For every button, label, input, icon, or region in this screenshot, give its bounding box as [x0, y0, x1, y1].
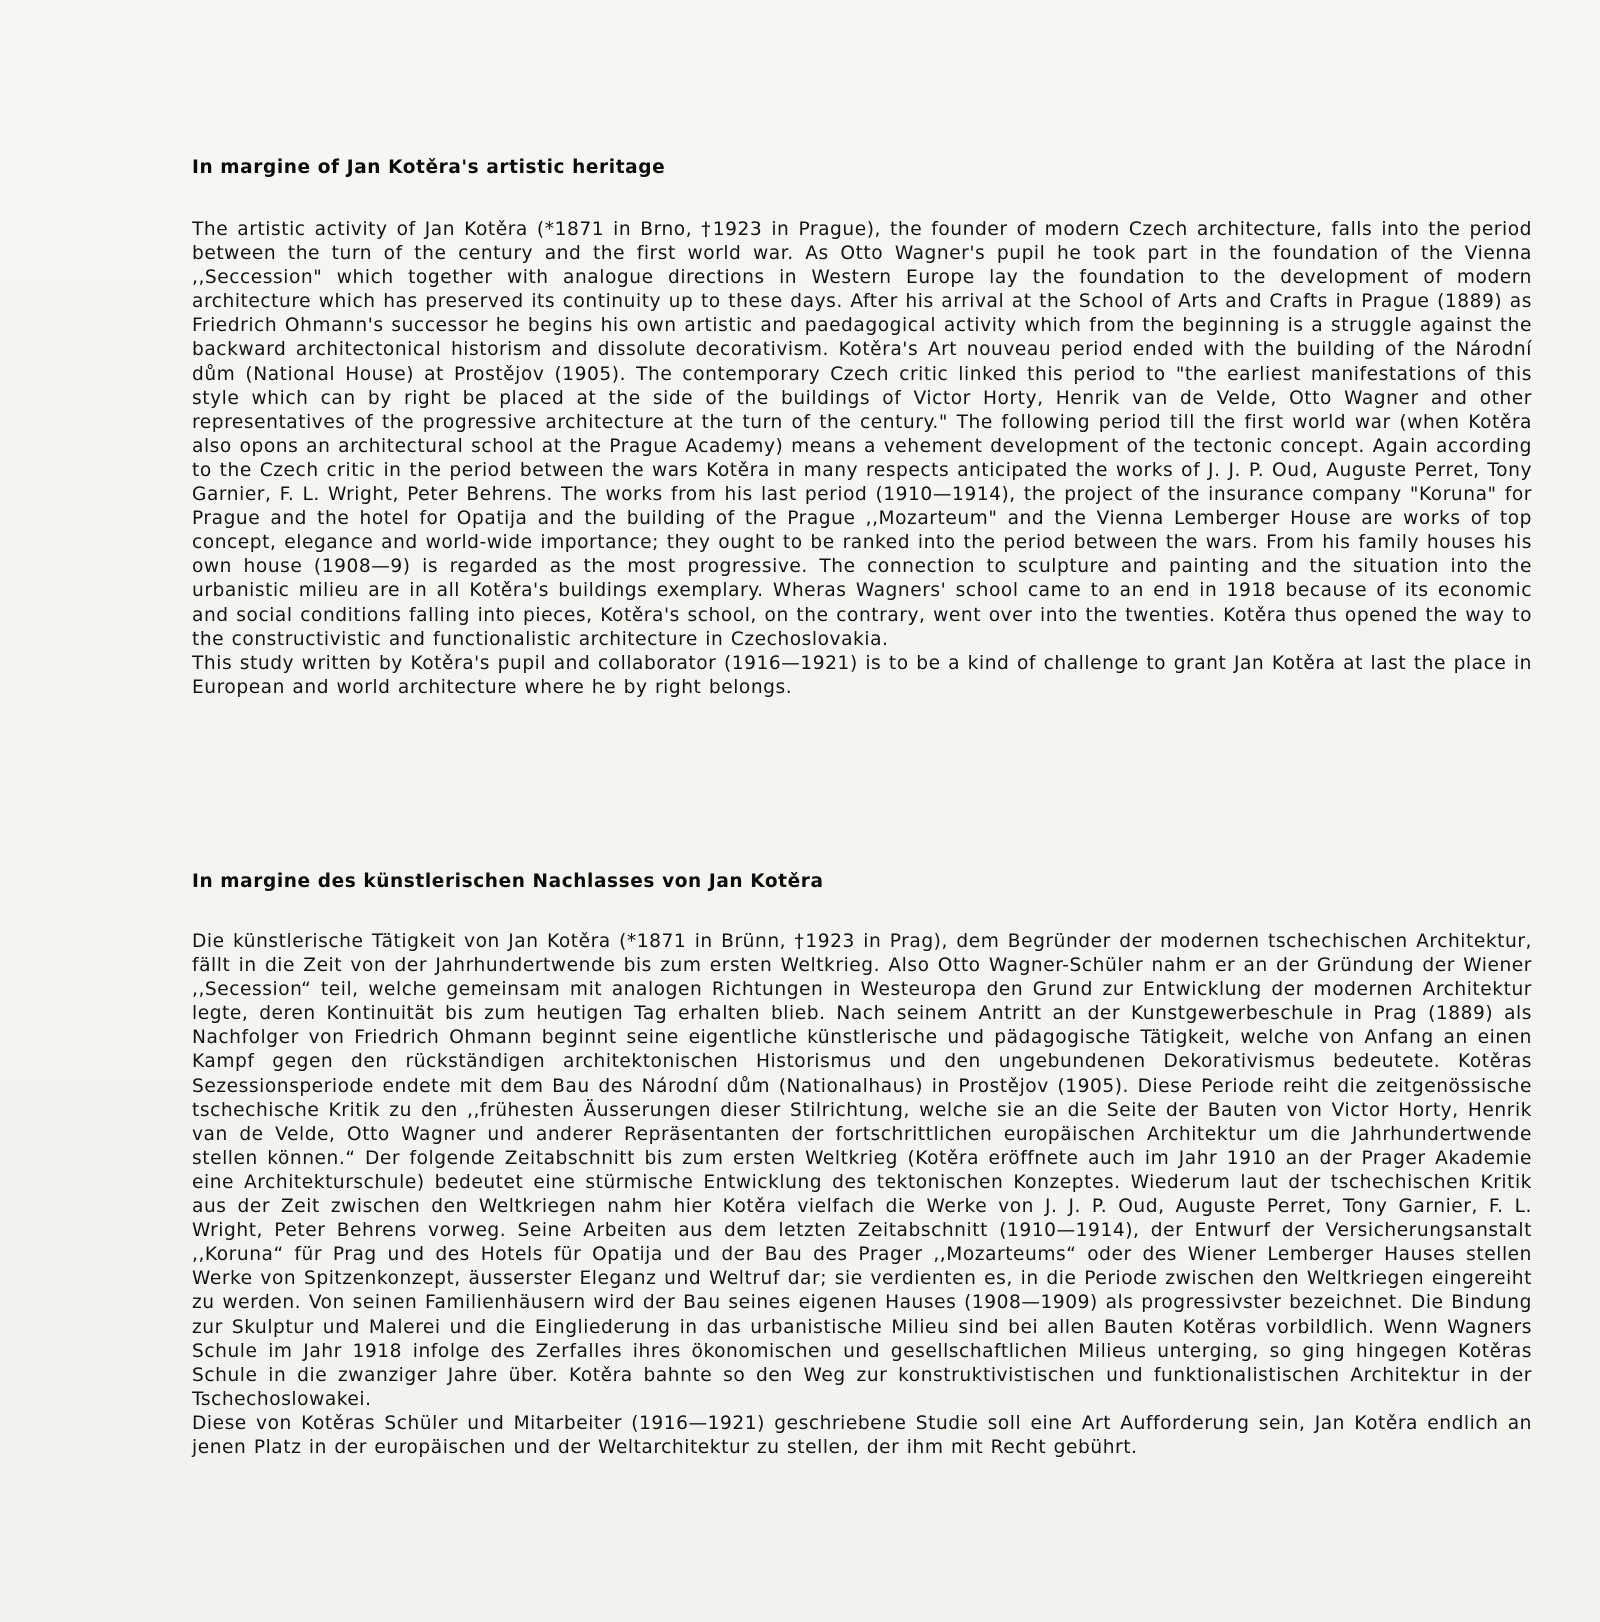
english-heading: In margine of Jan Kotěra's artistic heritage [192, 157, 666, 178]
english-paragraph-2: This study written by Kotěra's pupil and collaborator (1916—1921) is to be a kind of challenge to grant Jan Kotěra at last the place in European and world architecture where he by right belongs. [192, 652, 1532, 698]
german-heading: In margine des künstlerischen Nachlasses von Jan Kotěra [192, 871, 824, 892]
german-section [192, 869, 1532, 1460]
german-paragraph-2: Diese von Kotěras Schüler und Mitarbeiter (1916—1921) geschriebene Studie soll eine Art Aufforderung sein, Jan Kotěra endlich an jenen Platz in der europäischen und der Weltarchitektur zu stellen, der ihm mit Recht gebührt. [192, 1412, 1532, 1458]
german-paragraph-1: Die künstlerische Tätigkeit von Jan Kotěra (*1871 in Brünn, †1923 in Prag), dem Begründer der modernen tschechischen Architektur, fällt in die Zeit von der Jahrhundertwende bis zum ersten Weltkrieg. Also Otto Wagner-Schüler nahm er an der Gründung der Wiener ,,Secession“ teil, welche gemeinsam mit analogen Richtungen in Westeuropa den Grund zur Entwicklung der modernen Architektur legte, deren Kontinuität bis zum heutigen Tag erhalten blieb. Nach seinem Antritt an der Kunstgewerbeschule in Prag (1889) als Nachfolger von Friedrich Ohmann beginnt seine eigentliche künstlerische und pädagogische Tätigkeit, welche von Anfang an einen Kampf gegen den rückständigen architektonischen Historismus und den ungebundenen Dekorativismus bedeutete. Kotěras Sezessionsperiode endete mit dem Bau des Národní dům (Nationalhaus) in Prostějov (1905). Diese Periode reiht die zeitgenössische tschechische Kritik zu den ,,frühesten Äusserungen dieser Stilrichtung, welche sie an die Seite der Bauten von Victor Horty, Henrik van de Velde, Otto Wagner und anderer Repräsentanten der fortschrittlichen europäischen Architektur um die Jahrhundertwende stellen können.“ Der folgende Zeitabschnitt bis zum ersten Weltkrieg (Kotěra eröffnete auch im Jahr 1910 an der Prager Akademie eine Architekturschule) bedeutet eine stürmische Entwicklung des tektonischen Konzeptes. Wiederum laut der tschechischen Kritik aus der Zeit zwischen den Weltkriegen nahm hier Kotěra vielfach die Werke von J. J. P. Oud, Auguste Perret, Tony Garnier, F. L. Wright, Peter Behrens vorweg. Seine Arbeiten aus dem letzten Zeitabschnitt (1910—1914), der Entwurf der Versicherungsanstalt ,,Koruna“ für Prag und des Hotels für Opatija und der Bau des Prager ,,Mozarteums“ oder des Wiener Lemberger Hauses stellen Werke von Spitzenkonzept, äusserster Eleganz und Weltruf dar; sie verdienten es, in die Periode zwischen den Weltkriegen eingereiht zu werden. Von seinen Familienhäusern wird der Bau seines eigenen Hauses (1908—1909) als progressivster bezeichnet. Die Bindung zur Skulptur und Malerei und die Eingliederung in das urbanistische Milieu sind bei allen Bauten Kotěras vorbildlich. Wenn Wagners Schule im Jahr 1918 infolge des Zerfalles ihres ökonomischen und gesellschaftlichen Milieus unterging, so ging hingegen Kotěras Schule in die zwanziger Jahre über. Kotěra bahnte so den Weg zur konstruktivistischen und funktionalistischen Architektur in der Tschechoslowakei. [192, 931, 1532, 1410]
english-paragraph-1: The artistic activity of Jan Kotěra (*1871 in Brno, †1923 in Prague), the founder of modern Czech architecture, falls into the period between the turn of the century and the first world war. As Otto Wagner's pupil he took part in the foundation of the Vienna ,,Seccession" which together with analogue directions in Western Europe lay the foundation to the development of modern architecture which has preserved its continuity up to these days. After his arrival at the School of Arts and Crafts in Prague (1889) as Friedrich Ohmann's successor he begins his own artistic and paedagogical activity which from the beginning is a struggle against the backward architectonical historism and dissolute decorativism. Kotěra's Art nouveau period ended with the building of the Národní dům (National House) at Prostějov (1905). The contemporary Czech critic linked this period to "the earliest manifestations of this style which can by right be placed at the side of the buildings of Victor Horty, Henrik van de Velde, Otto Wagner and other representatives of the progressive architecture at the turn of the century." The following period till the first world war (when Kotěra also opons an architectural school at the Prague Academy) means a vehement development of the tectonic concept. Again according to the Czech critic in the period between the wars Kotěra in many respects anticipated the works of J. J. P. Oud, Auguste Perret, Tony Garnier, F. L. Wright, Peter Behrens. The works from his last period (1910—1914), the project of the insurance company "Koruna" for Prague and the hotel for Opatija and the building of the Prague ,,Mozarteum" and the Vienna Lemberger House are works of top concept, elegance and world-wide importance; they ought to be ranked into the period between the wars. From his family houses his own house (1908—9) is regarded as the most progressive. The connection to sculpture and painting and the situation into the urbanistic milieu are in all Kotěra's buildings exemplary. Wheras Wagners' school came to an end in 1918 because of its economic and social conditions falling into pieces, Kotěra's school, on the contrary, went over into the twenties. Kotěra thus opened the way to the constructivistic and functionalistic architecture in Czechoslovakia. [192, 219, 1532, 650]
english-section [192, 155, 1532, 700]
